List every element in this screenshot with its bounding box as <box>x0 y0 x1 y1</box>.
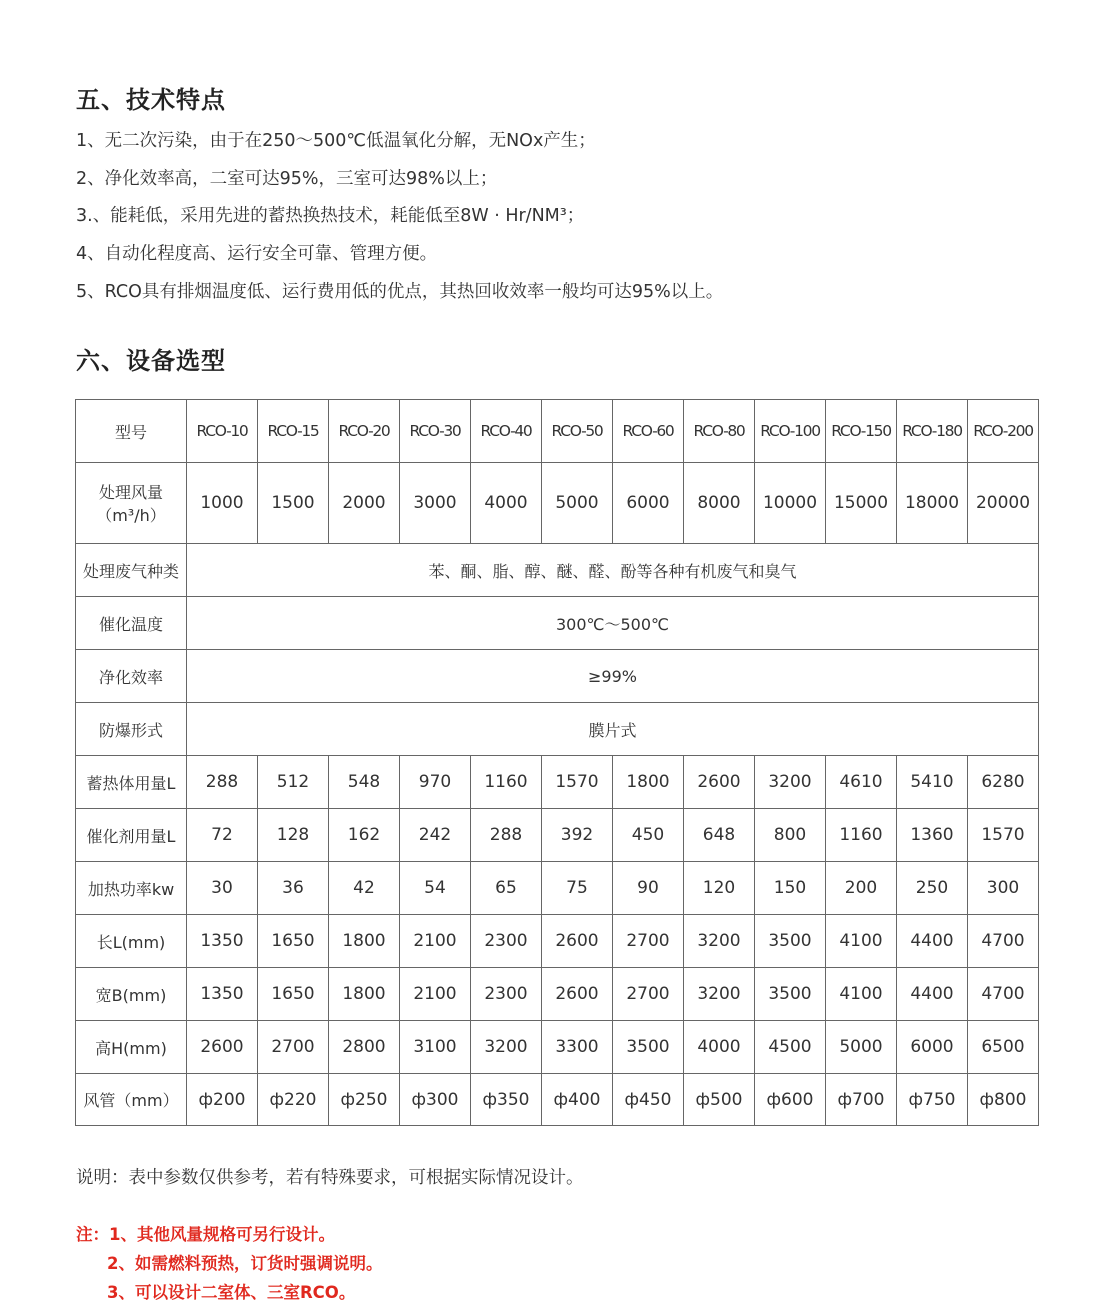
table-cell: 1800 <box>613 756 684 809</box>
table-row-catalytic-temp <box>76 597 1039 650</box>
feature-list <box>76 128 723 316</box>
table-cell: 6500 <box>968 1021 1039 1074</box>
table-cell: 2600 <box>542 968 613 1021</box>
table-row-efficiency <box>76 650 1039 703</box>
table-cell: 3500 <box>755 915 826 968</box>
table-cell: RCO-40 <box>471 400 542 463</box>
table-cell: 300 <box>968 862 1039 915</box>
table-cell: ф600 <box>755 1074 826 1126</box>
table-cell: 15000 <box>826 463 897 544</box>
table-cell: 1800 <box>329 915 400 968</box>
table-cell: 20000 <box>968 463 1039 544</box>
row-label-line: 处理风量 <box>98 483 163 502</box>
section-heading-features: 五、技术特点 <box>76 86 226 114</box>
feature-item: 1、无二次污染，由于在250～500℃低温氧化分解，无NOx产生； <box>76 131 596 151</box>
feature-item: 3.、能耗低，采用先进的蓄热换热技术，耗能低至8W · Hr/NM³； <box>76 206 585 227</box>
table-cell: 2300 <box>471 968 542 1021</box>
table-cell: 4100 <box>826 915 897 968</box>
table-cell: ф400 <box>542 1074 613 1126</box>
table-cell: 3100 <box>400 1021 471 1074</box>
row-label: 处理废气种类 <box>76 544 187 597</box>
remark-item: 2、如需燃料预热，订货时强调说明。 <box>107 1254 383 1273</box>
table-cell: 54 <box>400 862 471 915</box>
table-cell: 1500 <box>258 463 329 544</box>
table-cell: 3500 <box>755 968 826 1021</box>
table-cell: 65 <box>471 862 542 915</box>
table-cell: 1650 <box>258 968 329 1021</box>
table-cell: RCO-20 <box>329 400 400 463</box>
table-row-explosion-proof <box>76 703 1039 756</box>
table-cell: 6280 <box>968 756 1039 809</box>
table-cell: 4000 <box>471 463 542 544</box>
table-cell: 3200 <box>471 1021 542 1074</box>
table-cell: 1650 <box>258 915 329 968</box>
row-label: 高H(mm) <box>76 1021 187 1074</box>
table-cell: 4610 <box>826 756 897 809</box>
table-cell: ф750 <box>897 1074 968 1126</box>
table-cell: ф450 <box>613 1074 684 1126</box>
merged-cell: 300℃～500℃ <box>187 597 1039 650</box>
row-label: 催化温度 <box>76 597 187 650</box>
table-cell: 392 <box>542 809 613 862</box>
table-cell: 648 <box>684 809 755 862</box>
table-cell: RCO-100 <box>755 400 826 463</box>
table-cell: 1160 <box>471 756 542 809</box>
table-cell: 1570 <box>968 809 1039 862</box>
table-cell: 2600 <box>684 756 755 809</box>
table-cell: 162 <box>329 809 400 862</box>
table-cell: 3200 <box>684 915 755 968</box>
table-cell: 1000 <box>187 463 258 544</box>
table-cell: ф250 <box>329 1074 400 1126</box>
row-label: 防爆形式 <box>76 703 187 756</box>
remark-item: 注：1、其他风量规格可另行设计。 <box>76 1225 335 1244</box>
table-cell: 5410 <box>897 756 968 809</box>
table-cell: 1360 <box>897 809 968 862</box>
table-cell: ф300 <box>400 1074 471 1126</box>
table-cell: ф500 <box>684 1074 755 1126</box>
table-cell: 970 <box>400 756 471 809</box>
table-cell: 30 <box>187 862 258 915</box>
table-cell: 2600 <box>542 915 613 968</box>
table-cell: ф350 <box>471 1074 542 1126</box>
table-cell: 200 <box>826 862 897 915</box>
table-cell: 2100 <box>400 915 471 968</box>
table-cell: 150 <box>755 862 826 915</box>
table-cell: 18000 <box>897 463 968 544</box>
table-cell: ф700 <box>826 1074 897 1126</box>
row-label <box>76 463 187 544</box>
feature-item: 5、RCO具有排烟温度低、运行费用低的优点，其热回收效率一般均可达95%以上。 <box>76 281 724 302</box>
row-label: 长L(mm) <box>76 915 187 968</box>
table-cell: 90 <box>613 862 684 915</box>
table-cell: 2300 <box>471 915 542 968</box>
table-row-airflow <box>76 463 1039 544</box>
table-cell: 3300 <box>542 1021 613 1074</box>
table-row <box>76 1021 1039 1074</box>
table-row <box>76 756 1039 809</box>
table-cell: RCO-80 <box>684 400 755 463</box>
remarks <box>76 1223 382 1310</box>
feature-item: 4、自动化程度高、运行安全可靠、管理方便。 <box>76 244 438 265</box>
section-heading-selection: 六、设备选型 <box>76 347 226 375</box>
table-cell: 2600 <box>187 1021 258 1074</box>
remark-item: 3、可以设计二室体、三室RCO。 <box>107 1283 356 1302</box>
row-label-line: （m³/h） <box>96 506 166 525</box>
table-cell: 1350 <box>187 915 258 968</box>
table-cell: RCO-30 <box>400 400 471 463</box>
table-cell: ф220 <box>258 1074 329 1126</box>
table-cell: RCO-10 <box>187 400 258 463</box>
table-cell: 72 <box>187 809 258 862</box>
table-cell: 4100 <box>826 968 897 1021</box>
table-cell: ф200 <box>187 1074 258 1126</box>
table-cell: 450 <box>613 809 684 862</box>
merged-cell: ≥99% <box>187 650 1039 703</box>
table-cell: RCO-180 <box>897 400 968 463</box>
table-cell: RCO-150 <box>826 400 897 463</box>
equipment-spec-table <box>75 399 1039 1126</box>
table-cell: 288 <box>187 756 258 809</box>
table-cell: 1570 <box>542 756 613 809</box>
row-label: 宽B(mm) <box>76 968 187 1021</box>
table-row <box>76 1074 1039 1126</box>
table-cell: RCO-200 <box>968 400 1039 463</box>
table-cell: 548 <box>329 756 400 809</box>
table-row <box>76 809 1039 862</box>
table-cell: 3500 <box>613 1021 684 1074</box>
table-cell: 3000 <box>400 463 471 544</box>
table-cell: 1160 <box>826 809 897 862</box>
table-cell: 128 <box>258 809 329 862</box>
table-cell: 2000 <box>329 463 400 544</box>
table-cell: 10000 <box>755 463 826 544</box>
table-row-gas-type <box>76 544 1039 597</box>
table-cell: 4400 <box>897 915 968 968</box>
table-cell: 4700 <box>968 968 1039 1021</box>
table-cell: 75 <box>542 862 613 915</box>
table-cell: 4400 <box>897 968 968 1021</box>
table-cell: 4000 <box>684 1021 755 1074</box>
table-cell: 5000 <box>542 463 613 544</box>
table-cell: ф800 <box>968 1074 1039 1126</box>
table-row-model <box>76 400 1039 463</box>
table-cell: 1350 <box>187 968 258 1021</box>
row-label: 风管（mm） <box>76 1074 187 1126</box>
row-label: 型号 <box>76 400 187 463</box>
table-cell: 3200 <box>755 756 826 809</box>
table-cell: 288 <box>471 809 542 862</box>
table-cell: 6000 <box>613 463 684 544</box>
table-row <box>76 915 1039 968</box>
table-cell: RCO-60 <box>613 400 684 463</box>
table-cell: 800 <box>755 809 826 862</box>
table-cell: 512 <box>258 756 329 809</box>
row-label: 净化效率 <box>76 650 187 703</box>
table-cell: 2700 <box>613 968 684 1021</box>
row-label: 加热功率kw <box>76 862 187 915</box>
table-row <box>76 862 1039 915</box>
table-cell: 4500 <box>755 1021 826 1074</box>
feature-item: 2、净化效率高，二室可达95%，三室可达98%以上； <box>76 168 498 189</box>
table-cell: 2700 <box>258 1021 329 1074</box>
table-cell: 5000 <box>826 1021 897 1074</box>
table-cell: 8000 <box>684 463 755 544</box>
table-cell: 2800 <box>329 1021 400 1074</box>
table-cell: RCO-15 <box>258 400 329 463</box>
table-cell: 4700 <box>968 915 1039 968</box>
merged-cell: 苯、酮、脂、醇、醚、醛、酚等各种有机废气和臭气 <box>187 544 1039 597</box>
table-cell: 120 <box>684 862 755 915</box>
table-cell: 2700 <box>613 915 684 968</box>
table-cell: 2100 <box>400 968 471 1021</box>
footnote: 说明：表中参数仅供参考，若有特殊要求，可根据实际情况设计。 <box>76 1168 584 1188</box>
table-cell: 6000 <box>897 1021 968 1074</box>
table-cell: 42 <box>329 862 400 915</box>
table-cell: 242 <box>400 809 471 862</box>
table-cell: 250 <box>897 862 968 915</box>
table-cell: 36 <box>258 862 329 915</box>
table-cell: RCO-50 <box>542 400 613 463</box>
table-cell: 3200 <box>684 968 755 1021</box>
row-label: 催化剂用量L <box>76 809 187 862</box>
row-label: 蓄热体用量L <box>76 756 187 809</box>
merged-cell: 膜片式 <box>187 703 1039 756</box>
table-row <box>76 968 1039 1021</box>
table-cell: 1800 <box>329 968 400 1021</box>
